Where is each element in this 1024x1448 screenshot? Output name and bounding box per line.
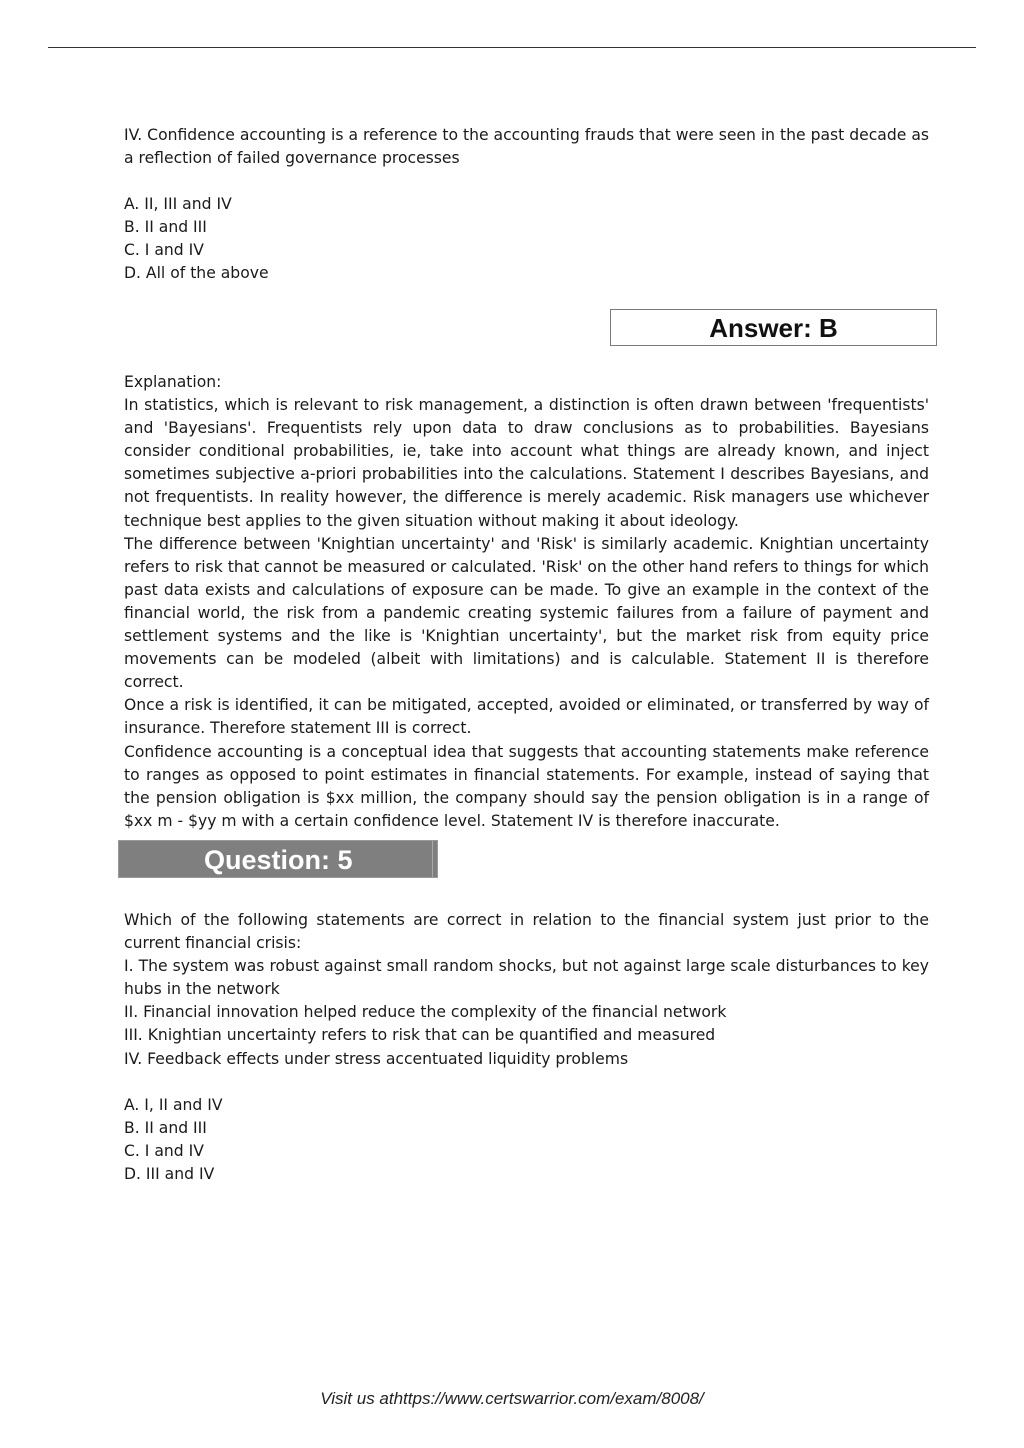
question4-statement-iv: IV. Confidence accounting is a reference to the accounting frauds that were seen in the past decade as a reflection of failed governance processes	[124, 126, 929, 168]
option-a: A. II, III and IV	[124, 195, 232, 213]
explanation-heading: Explanation:	[124, 373, 222, 391]
option-a: A. I, II and IV	[124, 1096, 223, 1114]
explanation-paragraph-4: Confidence accounting is a conceptual idea that suggests that accounting statements make reference to ranges as opposed to point estimates in financial statements. For example, instead of saying that the pension obligation is $xx million, the company should say the pension obligation is in a range of $xx m - $yy m with a certain confidence level. Statement IV is therefore inaccurate.	[124, 742, 929, 830]
explanation-block	[124, 371, 929, 833]
question-number: Question: 5	[204, 845, 353, 875]
question5-statement-iii: III. Knightian uncertainty refers to risk that can be quantified and measured	[124, 1026, 716, 1045]
question5-statement-i: I. The system was robust against small random shocks, but not against large scale disturbances to key hubs in the network	[124, 957, 929, 999]
question5-statement-iv: IV. Feedback effects under stress accentuated liquidity problems	[124, 1049, 629, 1068]
footer-link[interactable]: Visit us athttps://www.certswarrior.com/exam/8008/	[320, 1389, 704, 1408]
question-header	[118, 840, 438, 878]
option-c: C. I and IV	[124, 241, 204, 260]
question5-options	[124, 1094, 929, 1186]
question5-stem: Which of the following statements are correct in relation to the financial system just prior to the current financial crisis:	[124, 911, 929, 953]
answer-box	[610, 309, 937, 346]
option-d: D. All of the above	[124, 264, 269, 283]
option-b: B. II and III	[124, 218, 207, 237]
option-c: C. I and IV	[124, 1142, 204, 1161]
header-rule	[48, 47, 976, 48]
answer-label: Answer: B	[709, 313, 838, 343]
explanation-paragraph-3: Once a risk is identified, it can be mitigated, accepted, avoided or eliminated, or transferred by way of insurance. Therefore statement III is correct.	[124, 696, 929, 738]
option-b: B. II and III	[124, 1119, 207, 1138]
explanation-paragraph-2: The difference between 'Knightian uncertainty' and 'Risk' is similarly academic. Knightian uncertainty refers to risk that cannot be measured or calculated. 'Risk' on the other hand refers to things for which past data exists and calculations of exposure can be made. To give an example in the context of the financial world, the risk from a pandemic creating systemic failures from a failure of payment and settlement systems and the like is 'Knightian uncertainty', but the market risk from equity price movements can be modeled (albeit with limitations) and is calculable. Statement II is therefore correct.	[124, 534, 929, 692]
question4-statement-iv-block	[124, 124, 929, 170]
explanation-paragraph-1: In statistics, which is relevant to risk management, a distinction is often drawn between 'frequentists' and 'Bayesians'. Frequentists rely upon data to draw conclusions as to probabilities. Bayesians consider conditional probabilities, ie, take into account what things are already known, and inject sometimes subjective a-priori probabilities into the calculations. Statement I describes Bayesians, and not frequentists. In reality however, the difference is merely academic. Risk managers use whichever technique best applies to the given situation without making it about ideology.	[124, 396, 929, 530]
question5-body	[124, 909, 929, 1071]
question4-options	[124, 193, 929, 285]
header-edge	[432, 841, 433, 877]
question5-statement-ii: II. Financial innovation helped reduce the complexity of the financial network	[124, 1003, 727, 1022]
option-d: D. III and IV	[124, 1165, 215, 1184]
